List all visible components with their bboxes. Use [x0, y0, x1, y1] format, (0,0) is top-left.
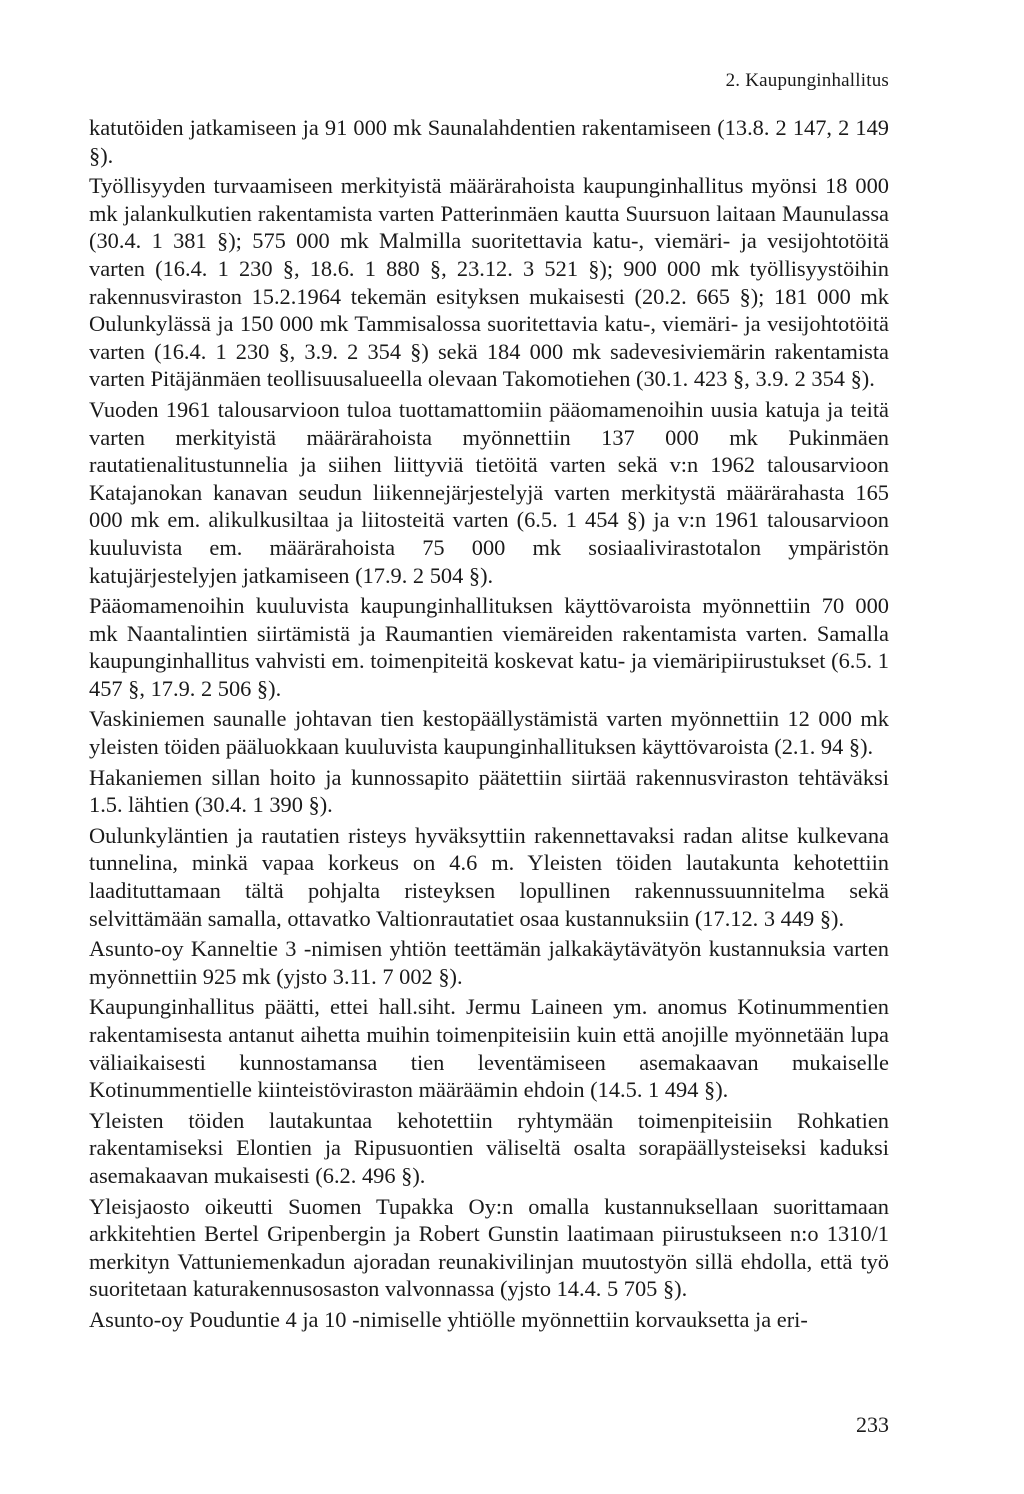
paragraph: Yleisten töiden lautakuntaa kehotettiin ryhtymään toimenpiteisiin Rohkatien rakentamiseksi Elontien ja Ripusuontien väliseltä osalta sorapäällysteiseksi kaduksi asemakaavan mukaisesti (6.2. 496 §). — [89, 1107, 889, 1188]
paragraph: Vaskiniemen saunalle johtavan tien kestopäällystämistä varten myönnettiin 12 000 mk yleisten töiden pääluokkaan kuuluvista kaupunginhallituksen käyttövaroista (2.1. 94 §). — [89, 706, 889, 760]
paragraph: Kaupunginhallitus päätti, ettei hall.siht. Jermu Laineen ym. anomus Kotinummentien rakentamisesta antanut aihetta muihin toimenpiteisiin kuin että anojille myönnetään lupa väliaikaisesti kunnostamansa tien leventämiseen asemakaavan mukaiselle Kotinummentielle kiinteistöviraston määräämin ehdoin (14.5. 1 494 §). — [89, 994, 889, 1103]
page-number: 233 — [856, 1412, 889, 1437]
paragraph: Oulunkyläntien ja rautatien risteys hyväksyttiin rakennettavaksi radan alitse kulkevana tunnelina, minkä vapaa korkeus on 4.6 m. Yleisten töiden lautakunta kehotettiin laadituttamaan tältä pohjalta risteyksen lopullinen rakennussuunnitelma sekä selvittämään samalla, ottavatko Valtionrautatiet osaa kustannuksiin (17.12. 3 449 §). — [89, 822, 889, 931]
body-text — [89, 114, 889, 1334]
paragraph: Pääomamenoihin kuuluvista kaupunginhallituksen käyttövaroista myönnettiin 70 000 mk Naantalintien siirtämistä ja Raumantien viemäreiden rakentamista varten. Samalla kaupunginhallitus vahvisti em. toimenpiteitä koskevat katu- ja viemäripiirustukset (6.5. 1 457 §, 17.9. 2 506 §). — [89, 593, 889, 701]
paragraph: Vuoden 1961 talousarvioon tuloa tuottamattomiin pääomamenoihin uusia katuja ja teitä varten merkityistä määrärahoista myönnettiin 137 000 mk Pukinmäen rautatienalitustunnelia ja siihen liittyviä tietöitä varten sekä v:n 1962 talousarvioon Katajanokan kanavan seudun liikennejärjestelyjä varten merkitystä määrärahasta 165 000 mk em. alikulkusiltaa ja liitosteitä varten (6.5. 1 454 §) ja v:n 1961 talousarvioon kuuluvista em. määrärahoista 75 000 mk sosiaalivirastotalon ympäristön katujärjestelyjen jatkamiseen (17.9. 2 504 §). — [89, 396, 889, 588]
paragraph: Asunto-oy Pouduntie 4 ja 10 -nimiselle yhtiölle myönnettiin korvauksetta ja eri- — [89, 1306, 808, 1332]
running-head: 2. Kaupunginhallitus — [725, 70, 889, 91]
paragraph: Yleisjaosto oikeutti Suomen Tupakka Oy:n omalla kustannuksellaan suorittamaan arkkitehtien Bertel Gripenbergin ja Robert Gunstin laatimaan piirustukseen n:o 1310/1 merkityn Vattuniemenkadun ajoradan reunakivilinjan muutostyön sillä ehdolla, että työ suoritetaan katurakennusosaston valvonnassa (yjsto 14.4. 5 705 §). — [89, 1193, 889, 1302]
paragraph: katutöiden jatkamiseen ja 91 000 mk Saunalahdentien rakentamiseen (13.8. 2 147, 2 149 §). — [89, 115, 889, 168]
paragraph: Hakaniemen sillan hoito ja kunnossapito päätettiin siirtää rakennusviraston tehtäväksi 1.5. lähtien (30.4. 1 390 §). — [89, 764, 889, 818]
paragraph: Työllisyyden turvaamiseen merkityistä määrärahoista kaupunginhallitus myönsi 18 000 mk jalankulkutien rakentamista varten Patterinmäen kautta Suursuon laitaan Maunulassa (30.4. 1 381 §); 575 000 mk Malmilla suoritettavia katu-, viemäri- ja vesijohtotöitä varten (16.4. 1 230 §, 18.6. 1 880 §, 23.12. 3 521 §); 900 000 mk työllisyystöihin rakennusviraston 15.2.1964 tekemän esityksen mukaisesti (20.2. 665 §); 181 000 mk Oulunkylässä ja 150 000 mk Tammisalossa suoritettavia katu-, viemäri- ja vesijohtotöitä varten (16.4. 1 230 §, 3.9. 2 354 §) sekä 184 000 mk sadevesiviemärin rakentamista varten Pitäjänmäen teollisuusalueella olevaan Takomotiehen (30.1. 423 §, 3.9. 2 354 §). — [89, 173, 889, 392]
paragraph: Asunto-oy Kanneltie 3 -nimisen yhtiön teettämän jalkakäytävätyön kustannuksia varten myönnettiin 925 mk (yjsto 3.11. 7 002 §). — [89, 936, 889, 989]
